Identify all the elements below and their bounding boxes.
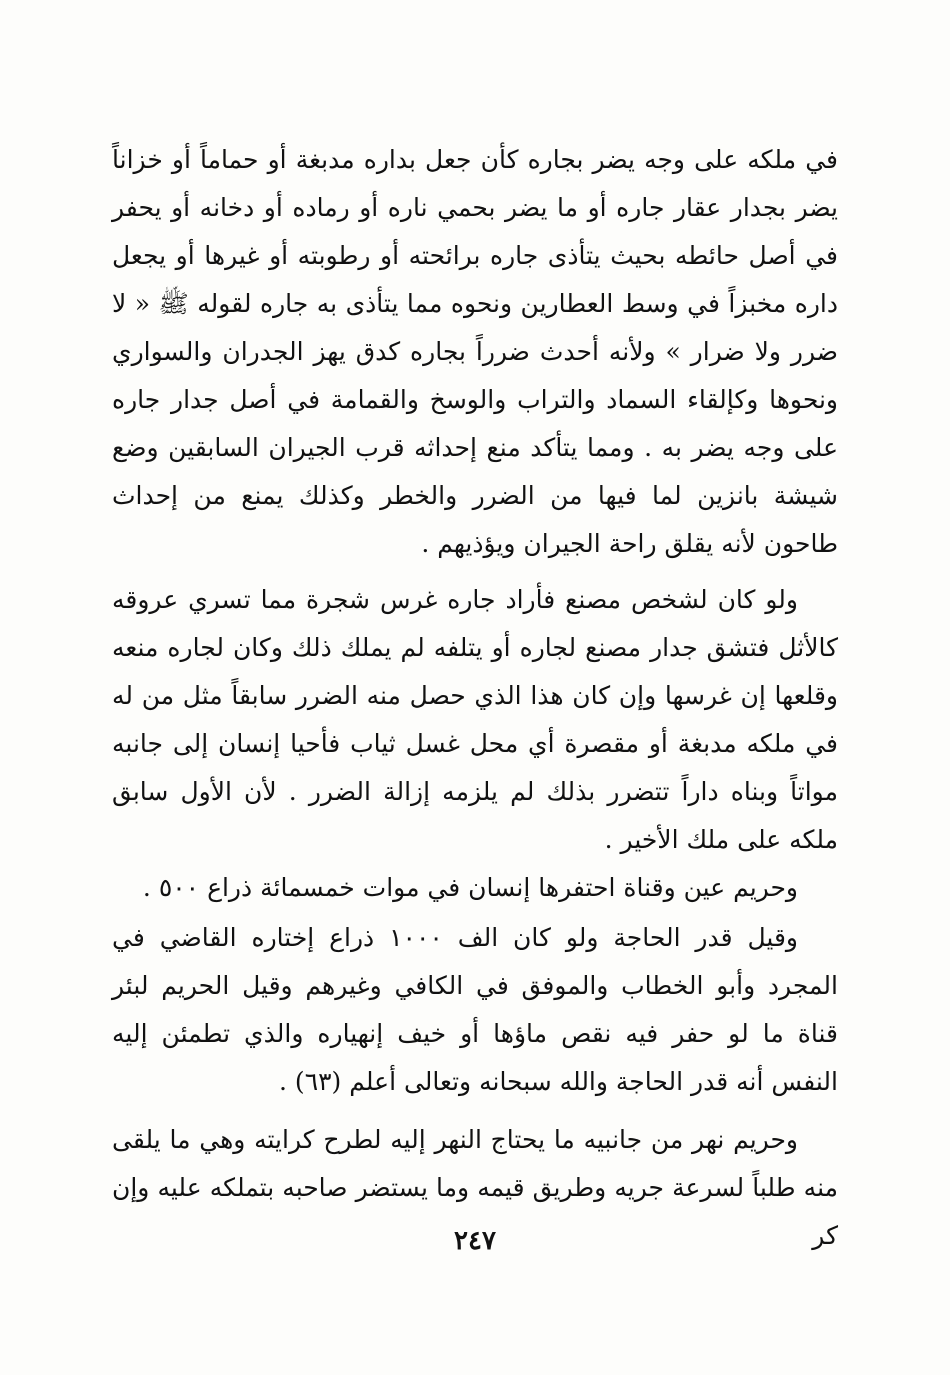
paragraph-text: في ملكه على وجه يضر بجاره كأن جعل بداره مدبغة أو حماماً أو خزاناً يضر بجدار عقار جاره أو ما يضر بحمي ناره أو رماده أو دخانه أو يحفر في أصل حائطه بحيث يتأذى جاره برائحته أو رطوبته أو غيرها أو يجعل داره مخبزاً في وسط العطارين ونحوه مما يتأذى به جاره لقوله ﷺ « لا ضرر ولا ضرار » ولأنه أحدث ضرراً بجاره كدق يهز الجدران والسواري ونحوها وكإلقاء السماد والتراب والوسخ والقمامة في أصل جدار جاره على وجه يضر به . ومما يتأكد منع إحداثه قرب الجيران السابقين وضع شيشة بانزين لما فيها من الضرر والخطر وكذلك يمنع من إحداث طاحون لأنه يقلق راحة الجيران ويؤذيهم .	[112, 145, 838, 558]
paragraph-text: ولو كان لشخص مصنع فأراد جاره غرس شجرة مما تسري عروقه كالأثل فتشق جدار مصنع لجاره أو يتلفه لم يملك ذلك وكان لجاره منعه وقلعها إن غرسها وإن كان هذا الذي حصل منه الضرر سابقاً مثل من له في ملكه مدبغة أو مقصرة أي محل غسل ثياب فأحيا إنسان إلى جانبه مواتاً وبناه داراً تتضرر بذلك لم يلزمه إزالة الضرر . لأن الأول سابق ملكه على ملك الأخير .	[112, 585, 838, 854]
paragraph-text: وحريم عين وقناة احتفرها إنسان في موات خمسمائة ذراع ٥٠٠ .	[142, 873, 798, 902]
paragraph-neighbor-harm	[112, 136, 838, 568]
paragraph-text: وقيل قدر الحاجة ولو كان الف ١٠٠٠ ذراع إختاره القاضي في المجرد وأبو الخطاب والموفق في الكافي وغيرهم وقيل الحريم لبئر قناة ما لو حفر فيه نقص ماؤها أو خيف إنهياره والذي تطمئن إليه النفس أنه قدر الحاجة والله سبحانه وتعالى أعلم (٦٣) .	[112, 923, 838, 1096]
paragraph-factory-tree	[112, 576, 838, 864]
page-number: ٢٤٧	[454, 1226, 496, 1256]
paragraph-spring-reserve	[112, 864, 838, 912]
paragraph-need-measure	[112, 914, 838, 1106]
paragraph-text: وحريم نهر من جانبيه ما يحتاج النهر إليه لطرح كرايته وهي ما يلقى منه طلباً لسرعة جريه وطريق قيمه وما يستضر صاحبه بتملكه عليه وإن كر	[112, 1125, 838, 1250]
